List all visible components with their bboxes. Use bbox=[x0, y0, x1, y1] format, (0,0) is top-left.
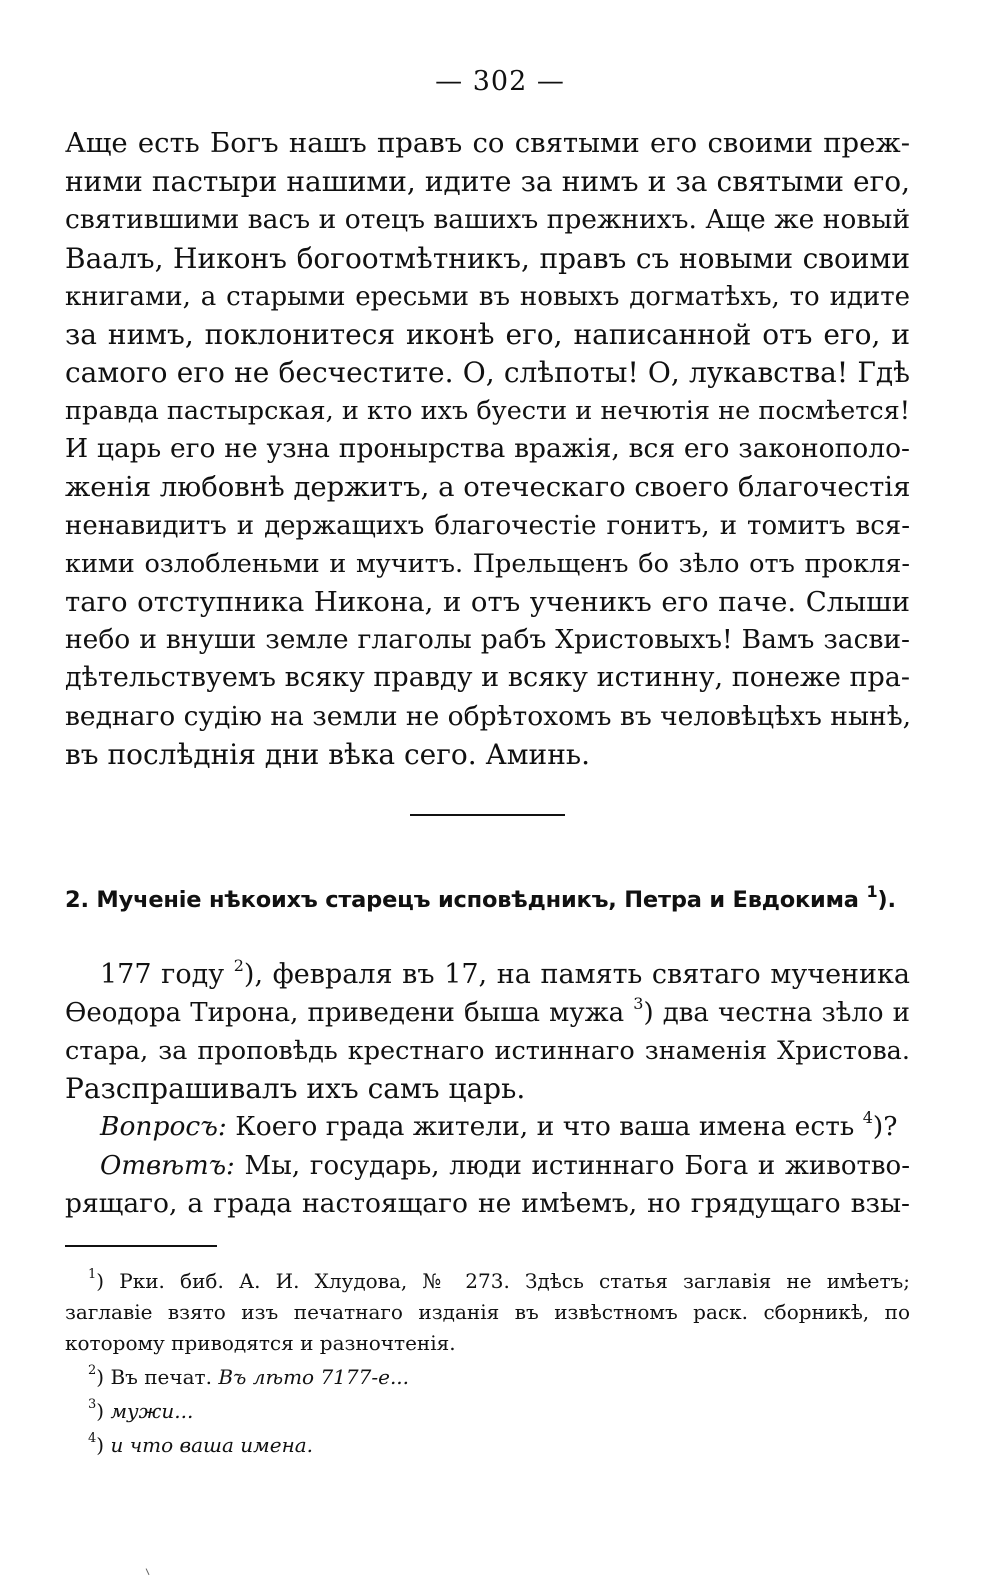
section-heading-text: 2. Мученіе нѣкоихъ старецъ исповѣдникъ, Петра и Евдокима bbox=[65, 887, 859, 913]
text-line: таго отступника Никона, и отъ ученикъ его паче. Слыши bbox=[65, 586, 910, 618]
text-line: самого его не бесчестите. О, слѣпоты! О, лукавства! Гдѣ bbox=[65, 356, 910, 389]
section-heading bbox=[65, 880, 910, 920]
text-line: женія любовнѣ держитъ, а отеческаго своего благочестія bbox=[65, 471, 911, 503]
answer-label: Отвѣтъ: bbox=[100, 1151, 235, 1181]
section-divider bbox=[410, 814, 565, 816]
footnote-ref: 4 bbox=[862, 1108, 873, 1128]
footnote-4: $^4$) и что ваша имена. bbox=[88, 1431, 314, 1457]
text-line: Разспрашивалъ ихъ самъ царь. bbox=[65, 1072, 526, 1105]
heading-punctuation: ). bbox=[877, 887, 896, 913]
text-line: дѣтельствуемъ всяку правду и всяку истинну, понеже пра- bbox=[65, 662, 910, 693]
footnote-ref: 2 bbox=[233, 956, 244, 975]
answer-line: Отвѣтъ: Мы, государь, люди истиннаго Бога и животво- bbox=[100, 1151, 911, 1181]
text-line: ними пастыри нашими, идите за нимъ и за святыми его, bbox=[65, 165, 910, 198]
footnote-1: $^1$) Рки. биб. А. И. Хлудова, № 273. Здѣсь статья заглавія не имѣетъ; bbox=[88, 1267, 910, 1293]
text-line: Ваалъ, Никонъ богоотмѣтникъ, правъ съ новыми своими bbox=[65, 242, 910, 275]
text-line: Аще есть Богъ нашъ правъ со святыми его своими преж- bbox=[65, 127, 910, 159]
footnote-ref: 3 bbox=[633, 994, 644, 1014]
question-label: Вопросъ: bbox=[100, 1111, 227, 1142]
text-line: за нимъ, поклонитеся иконѣ его, написанной отъ его, и bbox=[65, 318, 910, 351]
footnote-1-cont: которому приводятся и разночтенія. bbox=[65, 1331, 456, 1355]
text-line: книгами, а старыми ересьми въ новыхъ догматѣхъ, то идите bbox=[65, 282, 910, 312]
footnote-2: $^2$) Въ печат. Въ лѣто 7177-е... bbox=[88, 1363, 410, 1389]
ink-speck bbox=[146, 1568, 151, 1575]
text-line: рящаго, а града настоящаго не имѣемъ, но грядущаго взы- bbox=[65, 1188, 910, 1219]
text-line: ненавидитъ и держащихъ благочестіе гонитъ, и томитъ вся- bbox=[65, 511, 910, 541]
text-line: святившими васъ и отецъ вашихъ прежнихъ. Аще же новый bbox=[65, 204, 910, 235]
text-line: небо и внуши земле глаголы рабъ Христовыхъ! Вамъ засви- bbox=[65, 624, 910, 655]
page-number: — 302 — bbox=[435, 66, 565, 97]
text-line: Ѳеодора Тирона, приведени быша мужа $^3$) два честна зѣло и bbox=[65, 994, 911, 1028]
question-line: Вопросъ: Коего града жители, и что ваша имена есть $^4$)? bbox=[100, 1108, 898, 1142]
footnote-1-cont: заглавіе взято изъ печатнаго изданія въ извѣстномъ раск. сборникѣ, по bbox=[65, 1300, 910, 1324]
footnote-3: $^3$) мужи... bbox=[88, 1397, 194, 1423]
text-line: кими озлобленьми и мучитъ. Прельщенъ бо зѣло отъ прокля- bbox=[65, 549, 910, 579]
text-line: И царь его не узна пронырства вражія, вся его законополо- bbox=[65, 433, 910, 464]
text-line: стара, за проповѣдь крестнаго истиннаго знаменія Христова. bbox=[65, 1036, 910, 1066]
text-line: правда пастырская, и кто ихъ буести и нечютія не посмѣется! bbox=[65, 396, 910, 426]
footnote-divider bbox=[65, 1245, 217, 1247]
footnote-ref: 1 bbox=[866, 881, 878, 901]
text-line: въ послѣднія дни вѣка сего. Аминь. bbox=[65, 738, 591, 771]
text-line: веднаго судію на земли не обрѣтохомъ въ человѣцѣхъ нынѣ, bbox=[65, 701, 912, 732]
text-line: 177 году $^2$), февраля въ 17, на память святаго мученика bbox=[100, 956, 911, 990]
